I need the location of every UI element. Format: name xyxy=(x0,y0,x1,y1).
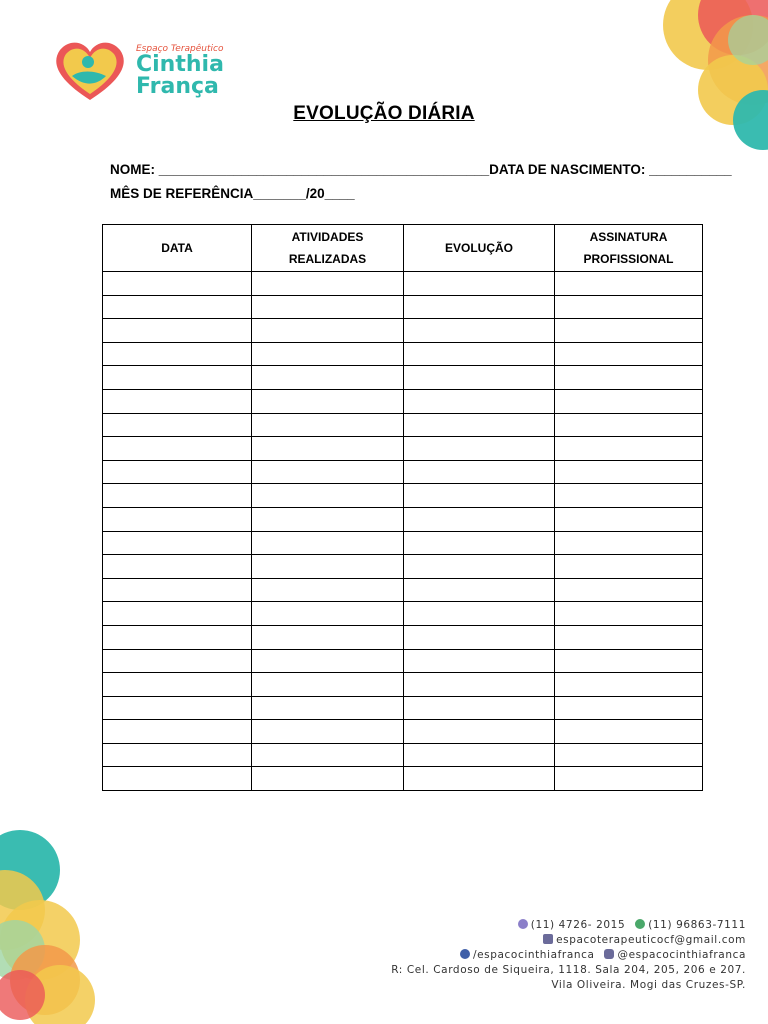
table-cell[interactable] xyxy=(252,743,404,767)
facebook-icon xyxy=(460,949,470,959)
table-cell[interactable] xyxy=(103,366,252,390)
table-row xyxy=(103,413,703,437)
table-cell[interactable] xyxy=(103,460,252,484)
table-cell[interactable] xyxy=(404,342,555,366)
table-cell[interactable] xyxy=(404,319,555,343)
table-cell[interactable] xyxy=(404,767,555,791)
evolution-table xyxy=(102,224,703,791)
table-cell[interactable] xyxy=(103,389,252,413)
table-cell[interactable] xyxy=(555,743,703,767)
table-cell[interactable] xyxy=(252,696,404,720)
table-row xyxy=(103,696,703,720)
table-cell[interactable] xyxy=(404,743,555,767)
footer-instagram: @espacocinthiafranca xyxy=(617,949,746,961)
footer-contact xyxy=(391,918,746,993)
table-row xyxy=(103,366,703,390)
table-row xyxy=(103,272,703,296)
table-cell[interactable] xyxy=(555,602,703,626)
table-cell[interactable] xyxy=(404,602,555,626)
table-row xyxy=(103,743,703,767)
instagram-icon xyxy=(604,949,614,959)
table-row xyxy=(103,437,703,461)
table-cell[interactable] xyxy=(404,460,555,484)
table-cell[interactable] xyxy=(103,531,252,555)
table-cell[interactable] xyxy=(103,673,252,697)
table-cell[interactable] xyxy=(555,507,703,531)
footer-phone: (11) 4726- 2015 xyxy=(530,919,626,931)
footer-address-1: R: Cel. Cardoso de Siqueira, 1118. Sala 204, 205, 206 e 207. xyxy=(391,964,746,976)
table-cell[interactable] xyxy=(103,767,252,791)
footer-whatsapp: (11) 96863-7111 xyxy=(648,919,746,931)
table-cell[interactable] xyxy=(555,342,703,366)
table-cell[interactable] xyxy=(404,484,555,508)
footer-facebook: /espacocinthiafranca xyxy=(472,949,595,961)
table-cell[interactable] xyxy=(555,484,703,508)
table-cell[interactable] xyxy=(555,649,703,673)
table-cell[interactable] xyxy=(404,437,555,461)
table-cell[interactable] xyxy=(404,720,555,744)
table-cell[interactable] xyxy=(252,602,404,626)
table-cell[interactable] xyxy=(103,696,252,720)
header-atividades: ATIVIDADES REALIZADAS xyxy=(252,225,404,272)
table-cell[interactable] xyxy=(252,720,404,744)
table-cell[interactable] xyxy=(252,460,404,484)
brand-subtitle: Espaço Terapêutico xyxy=(136,44,224,54)
header-evolucao: EVOLUÇÃO xyxy=(404,225,555,272)
table-cell[interactable] xyxy=(103,413,252,437)
table-cell[interactable] xyxy=(252,767,404,791)
brand-name-line2: França xyxy=(136,74,219,99)
table-row xyxy=(103,484,703,508)
table-cell[interactable] xyxy=(404,673,555,697)
table-cell[interactable] xyxy=(555,578,703,602)
table-cell[interactable] xyxy=(252,507,404,531)
table-cell[interactable] xyxy=(555,673,703,697)
table-row xyxy=(103,578,703,602)
table-cell[interactable] xyxy=(404,531,555,555)
table-cell[interactable] xyxy=(252,555,404,579)
table-cell[interactable] xyxy=(555,696,703,720)
table-cell[interactable] xyxy=(252,342,404,366)
table-cell[interactable] xyxy=(404,625,555,649)
table-row xyxy=(103,673,703,697)
name-birthdate-line: NOME: ____________________________________________DATA DE NASCIMENTO: ___________ xyxy=(110,162,732,177)
table-body xyxy=(103,272,703,791)
decorative-circles-bottom-left xyxy=(0,830,110,1024)
table-cell[interactable] xyxy=(555,767,703,791)
whatsapp-icon xyxy=(635,919,645,929)
table-cell[interactable] xyxy=(404,696,555,720)
table-cell[interactable] xyxy=(404,413,555,437)
table-cell[interactable] xyxy=(252,295,404,319)
table-cell[interactable] xyxy=(555,460,703,484)
footer-email-row xyxy=(391,933,746,948)
table-row xyxy=(103,649,703,673)
phone-icon xyxy=(518,919,528,929)
table-cell[interactable] xyxy=(252,649,404,673)
table-cell[interactable] xyxy=(252,272,404,296)
table-row xyxy=(103,531,703,555)
table-cell[interactable] xyxy=(555,319,703,343)
table-row xyxy=(103,295,703,319)
table-row xyxy=(103,720,703,744)
table-cell[interactable] xyxy=(404,366,555,390)
table-cell[interactable] xyxy=(555,295,703,319)
table-cell[interactable] xyxy=(555,389,703,413)
table-cell[interactable] xyxy=(252,366,404,390)
table-row xyxy=(103,389,703,413)
table-cell[interactable] xyxy=(555,272,703,296)
table-cell[interactable] xyxy=(555,366,703,390)
table-row xyxy=(103,602,703,626)
table-row xyxy=(103,555,703,579)
table-header-row xyxy=(103,225,703,272)
table-row xyxy=(103,507,703,531)
table-cell[interactable] xyxy=(252,673,404,697)
table-cell[interactable] xyxy=(103,625,252,649)
table-cell[interactable] xyxy=(252,319,404,343)
table-cell[interactable] xyxy=(252,484,404,508)
table-row xyxy=(103,319,703,343)
table-cell[interactable] xyxy=(252,531,404,555)
table-cell[interactable] xyxy=(103,437,252,461)
table-cell[interactable] xyxy=(103,743,252,767)
header-assinatura: ASSINATURA PROFISSIONAL xyxy=(555,225,703,272)
table-row xyxy=(103,460,703,484)
table-cell[interactable] xyxy=(404,649,555,673)
table-cell[interactable] xyxy=(103,484,252,508)
table-cell[interactable] xyxy=(555,625,703,649)
reference-month-line: MÊS DE REFERÊNCIA_______/20____ xyxy=(110,186,355,201)
table-cell[interactable] xyxy=(103,555,252,579)
table-cell[interactable] xyxy=(103,602,252,626)
table-cell[interactable] xyxy=(404,295,555,319)
table-cell[interactable] xyxy=(404,272,555,296)
footer-email: espacoterapeuticocf@gmail.com xyxy=(556,934,746,946)
table-cell[interactable] xyxy=(103,342,252,366)
brand-name-line1: Cinthia xyxy=(136,52,224,77)
email-icon xyxy=(543,934,553,944)
footer-address-2: Vila Oliveira. Mogi das Cruzes-SP. xyxy=(551,979,746,991)
header-data: DATA xyxy=(103,225,252,272)
table-cell[interactable] xyxy=(252,625,404,649)
table-cell[interactable] xyxy=(103,319,252,343)
decorative-circles-top-right xyxy=(638,0,768,160)
table-cell[interactable] xyxy=(103,507,252,531)
footer-social-row xyxy=(391,948,746,963)
table-cell[interactable] xyxy=(252,437,404,461)
table-cell[interactable] xyxy=(252,413,404,437)
document-title: EVOLUÇÃO DIÁRIA xyxy=(293,103,475,124)
table-cell[interactable] xyxy=(103,578,252,602)
table-row xyxy=(103,767,703,791)
table-cell[interactable] xyxy=(555,437,703,461)
table-row xyxy=(103,625,703,649)
table-cell[interactable] xyxy=(404,555,555,579)
table-cell[interactable] xyxy=(103,272,252,296)
table-cell[interactable] xyxy=(252,389,404,413)
table-cell[interactable] xyxy=(555,720,703,744)
table-cell[interactable] xyxy=(555,555,703,579)
table-cell[interactable] xyxy=(404,507,555,531)
brand-text xyxy=(136,44,224,98)
table-cell[interactable] xyxy=(555,531,703,555)
table-cell[interactable] xyxy=(555,413,703,437)
table-cell[interactable] xyxy=(103,649,252,673)
table-row xyxy=(103,342,703,366)
table-cell[interactable] xyxy=(103,720,252,744)
footer-phones xyxy=(391,918,746,933)
table-cell[interactable] xyxy=(103,295,252,319)
table-cell[interactable] xyxy=(404,389,555,413)
table-cell[interactable] xyxy=(404,578,555,602)
table-cell[interactable] xyxy=(252,578,404,602)
